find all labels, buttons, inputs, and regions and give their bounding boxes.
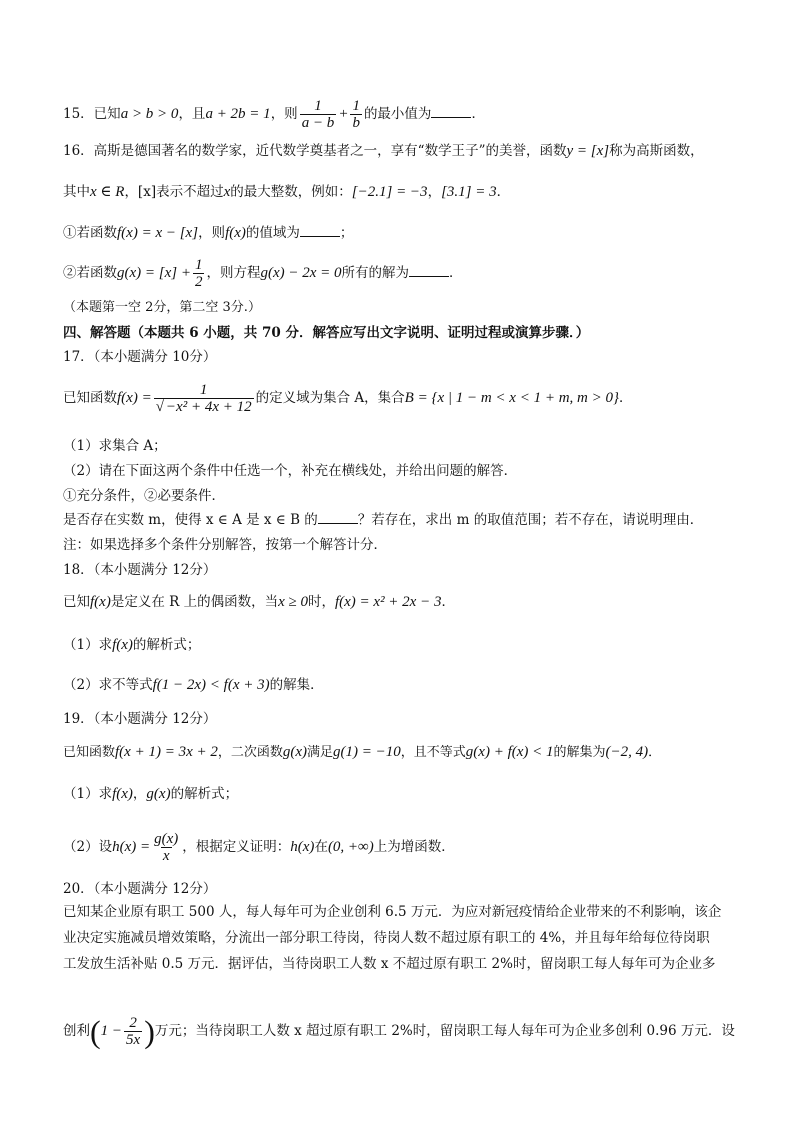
- q18-s2a: （2）求不等式: [63, 677, 153, 693]
- q19-e: 的解集为: [553, 745, 606, 760]
- q17-fraction: [154, 382, 254, 415]
- q17-s4b: ？若存在，求出 m 的取值范围；若不存在，请说明理由．: [357, 512, 704, 528]
- q18-a: 已知: [63, 594, 90, 610]
- q19-s1-fx: f(x): [112, 786, 133, 802]
- question-15: [63, 97, 744, 131]
- q19-gx: g(x): [282, 744, 308, 760]
- q16-answer-blank-2[interactable]: [409, 264, 449, 277]
- q16-score-note: （本题第一空 2分，第二空 3分.）: [63, 300, 261, 315]
- q16-p1c: ，则: [198, 225, 226, 241]
- q19-s2-hx: h(x): [290, 839, 315, 855]
- q17-sub-2: （2）请在下面这两个条件中任选一个，补充在横线处，并给出问题的解答．: [63, 463, 518, 479]
- q17-statement: [63, 377, 744, 419]
- q16-p1-func: f(x) = x − [x]: [117, 225, 199, 241]
- q17-heading: 17．（本小题满分 10分）: [63, 349, 217, 365]
- q15-eq: a + 2b = 1: [205, 106, 271, 122]
- q15-tail: 的最小值为: [363, 106, 432, 122]
- q17-sub-1: （1）求集合 A；: [63, 438, 167, 454]
- q17-question: [63, 511, 744, 529]
- q20-line-1: 已知某企业原有职工 500 人，每人每年可为企业创利 6.5 万元．为应对新冠疫情给企业带来的不利影响，该企: [63, 904, 722, 920]
- q15-f2-den: b: [352, 115, 360, 131]
- q15-f2-num: 1: [352, 98, 360, 114]
- q17-b: 的定义域为集合 A，集合: [255, 390, 405, 406]
- q15-mid: ，且: [178, 106, 206, 122]
- q17-radicand: −x² + 4x + 12: [165, 399, 252, 415]
- q19-fraction: [152, 831, 180, 864]
- q19-frac-num: g(x): [154, 831, 179, 847]
- q18-sub-2: [63, 676, 744, 694]
- q15-f1-den: a − b: [301, 115, 335, 131]
- q18-fx: f(x): [90, 594, 111, 610]
- q20-line-3: 工发放生活补贴 0.5 万元．据评估，当待岗职工人数 x 不超过原有职工 2%时，留岗职工每人每年可为企业多: [63, 956, 716, 972]
- q16-half-num: 1: [194, 257, 203, 273]
- q16-text2e: 的最大整数，例如：: [230, 184, 352, 200]
- q18-heading: 18．（本小题满分 12分）: [63, 562, 217, 578]
- q19-s2f: 上为增函数．: [373, 839, 455, 855]
- q19-sub-1: [63, 785, 744, 803]
- q16-example-2: [3.1] = 3: [441, 184, 497, 200]
- q16-p2e: 所有的解为: [341, 265, 410, 281]
- q16-text1: 16．高斯是德国著名的数学家，近代数学奠基者之一，享有“数学王子”的美誉，函数: [63, 143, 567, 159]
- q19-solution-set: (−2, 4): [605, 744, 649, 760]
- q17-conditions: ①充分条件，②必要条件．: [63, 488, 225, 504]
- q18-c: 时，: [307, 594, 335, 610]
- q16-p2-func: g(x) = [x] +: [117, 265, 191, 281]
- q17-set-b: B = {x | 1 − m < x < 1 + m, m > 0}: [404, 390, 619, 406]
- q17-note: 注：如果选择多个条件分别解答，按第一个解答计分．: [63, 537, 387, 553]
- q20-heading: 20．（本小题满分 12分）: [63, 881, 217, 897]
- q15-end: ．: [471, 106, 485, 122]
- q18-eq: f(x) = x² + 2x − 3: [334, 594, 442, 610]
- q16-func: y = [x]: [566, 143, 610, 159]
- q20-left-paren: (: [90, 1013, 101, 1050]
- q18-s1-fx: f(x): [112, 637, 133, 653]
- q20-frac-den: 5x: [126, 1032, 141, 1048]
- q19-sub-2: [63, 826, 744, 868]
- q19-end: ．: [648, 745, 662, 760]
- q19-s2b: ，根据定义证明：: [182, 839, 291, 855]
- q19-s1-gx: g(x): [146, 786, 171, 802]
- q15-f1-num: 1: [314, 98, 322, 114]
- q16-half-fraction: [193, 257, 205, 290]
- q18-s2c: 的解集．: [269, 677, 324, 693]
- q15-plus: +: [338, 106, 349, 122]
- question-16-line1: [63, 142, 744, 160]
- q16-x-in-r: x ∈ R: [90, 184, 125, 200]
- q16-p2a: ②若函数: [63, 265, 117, 281]
- q17-s4: 是否存在实数 m，使得 x ∈ A 是 x ∈ B 的: [63, 512, 318, 528]
- q16-p1-end: ；: [339, 225, 354, 241]
- q19-s2d: 在: [314, 839, 328, 855]
- q15-fraction-2: [350, 98, 362, 131]
- q16-x: x: [223, 184, 231, 200]
- q20-fraction: [124, 1015, 142, 1048]
- q19-frac-den: x: [162, 848, 170, 864]
- q17-den: √ −x² + 4x + 12: [155, 399, 252, 415]
- section-4-heading: 四、解答题（本题共 6 小题，共 70 分．解答应写出文字说明、证明过程或演算步骤．）: [63, 325, 590, 341]
- question-16-part2: [63, 256, 744, 290]
- q19-s1-sep: ，: [132, 786, 147, 802]
- q18-end: ．: [441, 594, 455, 610]
- q19-eq2: g(1) = −10: [333, 744, 401, 760]
- q19-eq1: f(x + 1) = 3x + 2: [115, 744, 218, 760]
- q20-frac-num: 2: [129, 1015, 137, 1031]
- q19-inequality: g(x) + f(x) < 1: [465, 744, 554, 760]
- q16-text2a: 其中: [63, 184, 90, 200]
- q16-text2c: ，[x]表示不超过: [124, 184, 224, 200]
- q20-paragraph: [63, 899, 743, 977]
- q19-d: ，且不等式: [400, 745, 466, 760]
- q19-s1a: （1）求: [63, 786, 113, 802]
- q15-then: ，则: [270, 106, 298, 122]
- q18-statement: [63, 593, 744, 611]
- q15-label: 15．已知: [63, 106, 121, 122]
- q18-s1c: 的解析式；: [132, 637, 201, 653]
- q17-a: 已知函数: [63, 390, 117, 406]
- q16-p2-end: ．: [449, 265, 463, 281]
- q16-answer-blank-1[interactable]: [300, 224, 340, 237]
- q19-s2a: （2）设: [63, 839, 113, 855]
- q15-fraction-1: [300, 98, 337, 131]
- question-16-part1: [63, 224, 744, 242]
- q16-example-1: [−2.1] = −3: [351, 184, 428, 200]
- q20-p4a: 创利: [63, 1023, 90, 1039]
- q20-one-minus: 1 −: [100, 1023, 123, 1039]
- q18-sub-1: [63, 636, 744, 654]
- q16-p1-fx: f(x): [225, 225, 246, 241]
- q19-hx: h(x) =: [112, 839, 151, 855]
- q18-inequality: f(1 − 2x) < f(x + 3): [152, 677, 270, 693]
- q17-num: 1: [199, 382, 208, 398]
- q16-text1b: 称为高斯函数，: [609, 143, 704, 159]
- q19-statement: [63, 743, 744, 762]
- q16-sep: ，: [427, 184, 442, 200]
- q16-p1a: ①若函数: [63, 225, 117, 241]
- q15-answer-blank[interactable]: [431, 105, 471, 118]
- question-16-line2: [63, 183, 744, 201]
- q20-line-2: 业决定实施减员增效策略，分流出一部分职工待岗，待岗人数不超过原有职工的 4%，并且每年给每位待岗职: [63, 930, 710, 946]
- q16-p1e: 的值域为: [245, 225, 300, 241]
- q19-heading: 19．（本小题满分 12分）: [63, 711, 217, 727]
- q17-fx: f(x) =: [117, 390, 152, 406]
- q19-a: 已知函数: [63, 745, 116, 760]
- q19-interval: (0, +∞): [327, 839, 374, 855]
- q16-p2-equation: g(x) − 2x = 0: [260, 265, 342, 281]
- q20-line-4: [63, 1010, 744, 1052]
- q15-cond: a > b > 0: [120, 106, 179, 122]
- q17-end: ．: [619, 390, 633, 406]
- q20-right-paren: ): [144, 1013, 155, 1050]
- q17-answer-blank[interactable]: [318, 511, 358, 524]
- q18-s1a: （1）求: [63, 637, 113, 653]
- q19-c: 满足: [307, 745, 334, 760]
- q16-end: ．: [496, 184, 511, 200]
- q19-b: ，二次函数: [217, 745, 283, 760]
- q20-p4b: 万元；当待岗职工人数 x 超过原有职工 2%时，留岗职工每人每年可为企业多创利 0.96 万元．设: [154, 1023, 735, 1039]
- q16-p2c: ，则方程: [206, 265, 261, 281]
- q19-s1d: 的解析式；: [170, 786, 239, 802]
- q16-half-den: 2: [194, 274, 203, 290]
- q18-b: 是定义在 R 上的偶函数，当: [110, 594, 279, 610]
- q18-cond: x ≥ 0: [278, 594, 308, 610]
